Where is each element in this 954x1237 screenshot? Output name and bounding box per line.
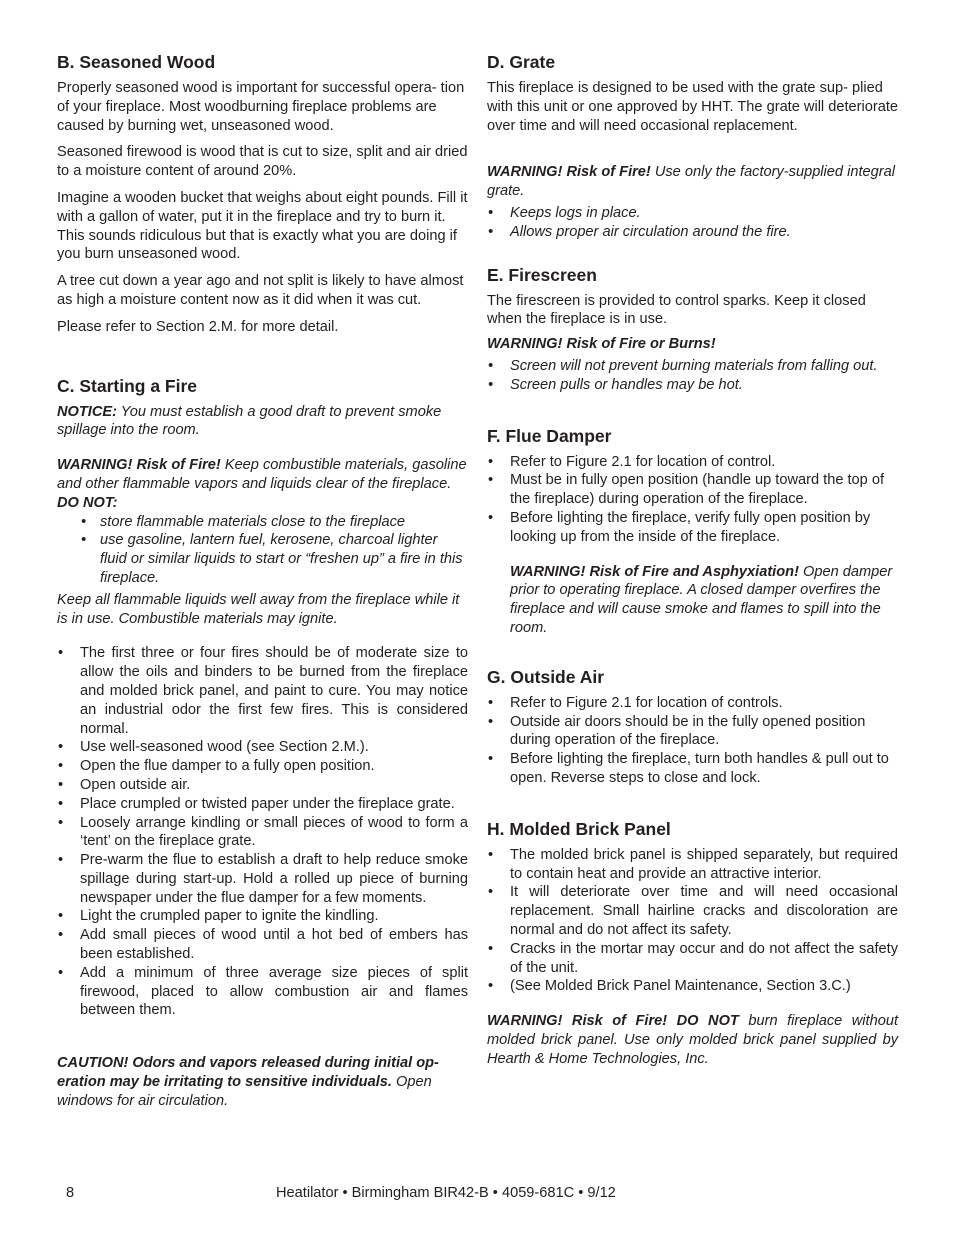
firescreen-list: [487, 357, 898, 395]
document-info: Heatilator • Birmingham BIR42-B • 4059-681C • 9/12: [276, 1185, 616, 1201]
list-item: • Add a minimum of three average size pieces of split firewood, placed to allow combustion air and flames between them.: [57, 964, 468, 1020]
list-item: • Allows proper air circulation around the fire.: [487, 223, 898, 242]
list-item: • Loosely arrange kindling or small pieces of wood to form a ‘tent’ on the fireplace grate.: [57, 814, 468, 852]
list-item: • It will deteriorate over time and will need occasional replacement. Small hairline cracks and discoloration are normal and do not affect its safety.: [487, 883, 898, 939]
list-item: • Before lighting the fireplace, turn both handles & pull out to open. Reverse steps to close and lock.: [487, 750, 898, 788]
section-title-firescreen: E. Firescreen: [487, 264, 597, 285]
left-column: [57, 49, 468, 1111]
paragraph: Seasoned firewood is wood that is cut to size, split and air dried to a moisture content of around 20%.: [57, 144, 468, 180]
list-item: • The first three or four fires should be of moderate size to allow the oils and binders to be burned from the fireplace and molded brick panel, and paint to cure. You may notice an industrial odor the first few fires. This is considered normal.: [57, 644, 468, 738]
list-item: • Screen will not prevent burning materials from falling out.: [487, 357, 898, 376]
paragraph: The firescreen is provided to control sparks. Keep it closed when the fireplace is in use.: [487, 292, 866, 328]
grate-list: [487, 204, 898, 242]
list-item: • store flammable materials close to the fireplace: [57, 513, 468, 532]
section-title-flue-damper: F. Flue Damper: [487, 425, 612, 446]
list-item: • Pre-warm the flue to establish a draft to help reduce smoke spillage during start-up. Hold a rolled up piece of burning newspaper under the flue damper for a few moments.: [57, 851, 468, 907]
paragraph: Please refer to Section 2.M. for more detail.: [57, 318, 339, 335]
list-item: • Must be in fully open position (handle up toward the top of the fireplace) during operation of the fireplace.: [487, 471, 898, 509]
list-item: • Light the crumpled paper to ignite the kindling.: [57, 907, 468, 926]
list-item: • Open the flue damper to a fully open position.: [57, 757, 468, 776]
paragraph: This fireplace is designed to be used with the grate sup- plied with this unit or one approved by HHT. The grate will deteriorate over time and will need occasional replacement.: [487, 80, 898, 134]
list-item: • Open outside air.: [57, 776, 468, 795]
list-item: • The molded brick panel is shipped separately, but required to contain heat and provide an attractive interior.: [487, 846, 898, 884]
list-item: • Before lighting the fireplace, verify fully open position by looking up from the inside of the fireplace.: [487, 509, 898, 547]
list-item: • Refer to Figure 2.1 for location of controls.: [487, 694, 898, 713]
grate-warning: WARNING! Risk of Fire! Use only the factory-supplied integral grate.: [487, 164, 895, 200]
page-number: 8: [66, 1185, 75, 1201]
flue-warning: WARNING! Risk of Fire and Asphyxiation! Open damper prior to operating fireplace. A closed damper overfires the fireplace and will cause smoke and flames to spill into the room.: [510, 563, 893, 636]
list-item: • use gasoline, lantern fuel, kerosene, charcoal lighter fluid or similar liquids to start or “freshen up” a fire in this fireplace.: [57, 531, 468, 587]
list-item: • Add small pieces of wood until a hot bed of embers has been established.: [57, 926, 468, 964]
list-item: • Place crumpled or twisted paper under the fireplace grate.: [57, 795, 468, 814]
keep-flammable-note: Keep all flammable liquids well away from the fireplace while it is in use. Combustible materials may ignite.: [57, 591, 460, 627]
section-title-seasoned-wood: B. Seasoned Wood: [57, 52, 216, 72]
notice: NOTICE: You must establish a good draft to prevent smoke spillage into the room.: [57, 403, 442, 439]
outside-air-list: [487, 694, 898, 788]
firescreen-warning: WARNING! Risk of Fire or Burns!: [487, 336, 716, 353]
caution-note: CAUTION! Odors and vapors released during initial op- eration may be irritating to sensitive individuals. Open windows for air circulation.: [57, 1055, 439, 1109]
flue-list: [487, 453, 898, 547]
starting-steps-list: [57, 644, 468, 1020]
brick-panel-list: [487, 846, 898, 996]
list-item: • Keeps logs in place.: [487, 204, 898, 223]
list-item: • Use well-seasoned wood (see Section 2.M.).: [57, 738, 468, 757]
section-title-starting-fire: C. Starting a Fire: [57, 375, 198, 396]
do-not-list: [57, 513, 468, 588]
section-title-grate: D. Grate: [487, 52, 556, 72]
list-item: • Screen pulls or handles may be hot.: [487, 376, 898, 395]
fire-warning: WARNING! Risk of Fire! Keep combustible materials, gasoline and other flammable vapors and liquids clear of the fireplace.: [57, 457, 467, 492]
list-item: • Outside air doors should be in the fully opened position during operation of the fireplace.: [487, 713, 898, 751]
section-title-molded-brick-panel: H. Molded Brick Panel: [487, 818, 671, 839]
paragraph: A tree cut down a year ago and not split is likely to have almost as high a moisture content now as it did when it was cut.: [57, 273, 464, 308]
do-not-label: DO NOT:: [57, 494, 118, 511]
right-column: [487, 49, 898, 1068]
paragraph: Properly seasoned wood is important for successful opera- tion of your fireplace. Most woodburning fireplace problems are caused by burning wet, unseasoned wood.: [57, 80, 465, 134]
section-title-outside-air: G. Outside Air: [487, 666, 605, 687]
brick-panel-warning: WARNING! Risk of Fire! DO NOT burn fireplace without molded brick panel. Use only molded brick panel supplied by Hearth & Home Technologies, Inc.: [487, 1013, 898, 1067]
list-item: • (See Molded Brick Panel Maintenance, Section 3.C.): [487, 977, 898, 996]
paragraph: Imagine a wooden bucket that weighs about eight pounds. Fill it with a gallon of water, put it in the fireplace and try to burn it. This sounds ridiculous but that is exactly what you are doing if you burn unseasoned wood.: [57, 189, 468, 263]
list-item: • Refer to Figure 2.1 for location of control.: [487, 453, 898, 472]
list-item: • Cracks in the mortar may occur and do not affect the safety of the unit.: [487, 940, 898, 978]
